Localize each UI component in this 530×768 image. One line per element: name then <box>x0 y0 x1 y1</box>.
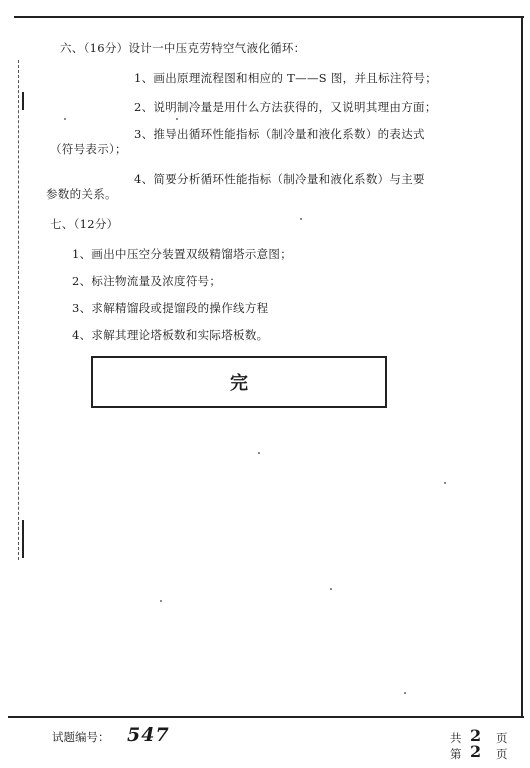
q6-item-4-cont: 参数的关系。 <box>46 187 117 201</box>
scan-speck <box>64 118 66 120</box>
total-pages-suffix: 页 <box>496 731 508 745</box>
page-number-suffix: 页 <box>496 747 508 761</box>
q6-item-3-cont: （符号表示）； <box>50 142 127 156</box>
q7-item-4: 4、求解其理论塔板数和实际塔板数。 <box>72 328 269 342</box>
total-pages-value: 2 <box>470 726 482 745</box>
bottom-border-line <box>8 716 524 718</box>
q7-item-2: 2、标注物流量及浓度符号； <box>72 274 222 288</box>
q6-item-3: 3、推导出循环性能指标（制冷量和液化系数）的表达式 <box>134 127 425 141</box>
end-mark-box <box>91 356 387 408</box>
exam-code-label: 试题编号： <box>52 730 110 744</box>
scan-speck <box>160 600 162 602</box>
q6-item-2: 2、说明制冷量是用什么方法获得的，又说明其理由方面； <box>134 100 437 114</box>
right-border-line <box>521 16 523 716</box>
scan-speck <box>300 218 302 220</box>
left-margin-line <box>18 60 19 560</box>
page-number-value: 2 <box>470 742 482 761</box>
q6-header: 六、（16分）设计一中压克劳特空气液化循环： <box>60 41 306 55</box>
scan-speck <box>404 692 406 694</box>
exam-code-value: 547 <box>127 724 170 746</box>
q7-item-3: 3、求解精馏段或提馏段的操作线方程 <box>72 301 269 315</box>
top-border-line <box>14 16 524 18</box>
q7-item-1: 1、画出中压空分装置双级精馏塔示意图； <box>72 247 293 261</box>
scan-speck <box>176 118 178 120</box>
margin-tick <box>22 520 24 558</box>
q6-item-4: 4、简要分析循环性能指标（制冷量和液化系数）与主要 <box>134 172 425 186</box>
q7-header: 七、（12分） <box>50 217 119 231</box>
q6-item-1: 1、画出原理流程图和相应的 T——S 图，并且标注符号； <box>134 71 438 85</box>
scan-speck <box>258 452 260 454</box>
scan-speck <box>444 482 446 484</box>
page-number-prefix: 第 <box>450 747 462 761</box>
total-pages-prefix: 共 <box>450 731 462 745</box>
margin-tick <box>22 92 24 110</box>
scan-speck <box>330 588 332 590</box>
end-mark: 完 <box>230 373 248 394</box>
